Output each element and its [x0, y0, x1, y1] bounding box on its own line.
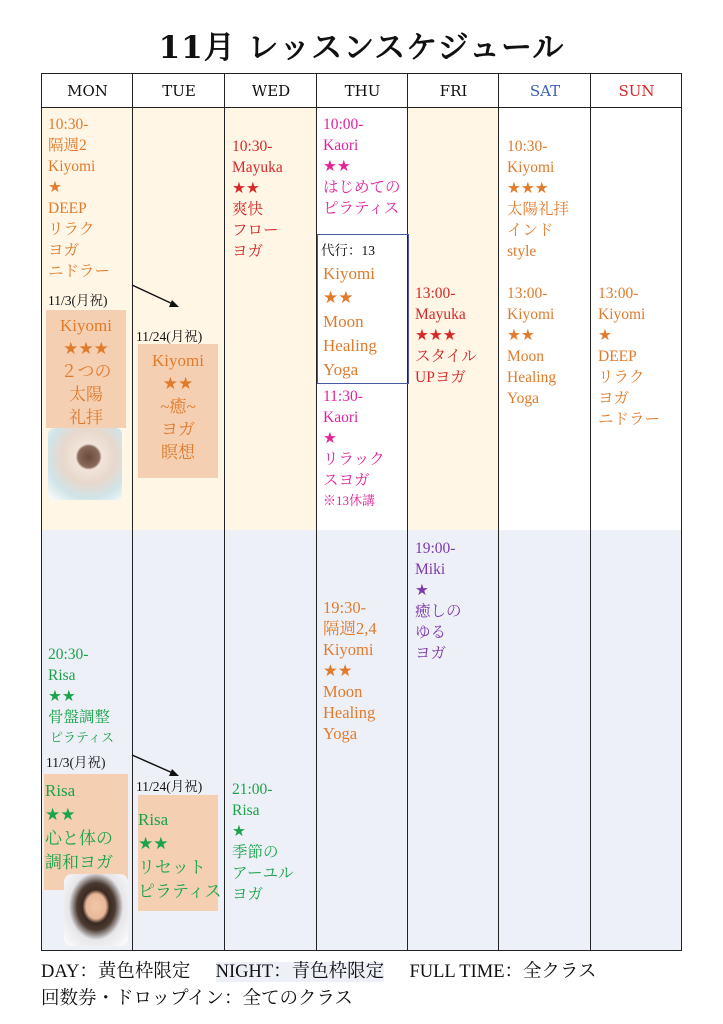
- thu-day-class-2-note: ※13休講: [323, 493, 376, 508]
- thu-day-class-2: 11:30- Kaori ★ リラック スヨガ: [323, 388, 385, 489]
- header-sun: SUN: [618, 82, 655, 100]
- schedule-table: [41, 73, 682, 951]
- footer-fulltime: FULL TIME：全クラス: [409, 962, 597, 982]
- footer-night: NIGHT：青色枠限定: [215, 962, 385, 982]
- mon-day-special-text: Kiyomi ★★★ ２つの 太陽 礼拝: [60, 316, 112, 427]
- footer-line-2: 回数券・ドロップイン：全てのクラス: [41, 989, 353, 1009]
- sat-day-class-2: 13:00- Kiyomi ★★ Moon Healing Yoga: [507, 285, 557, 407]
- mon-day-class: 10:30- 隔週2 Kiyomi ★ DEEP リラク ヨガ ニドラー: [48, 116, 111, 280]
- header-fri: FRI: [439, 82, 468, 100]
- arrow-head: [169, 300, 179, 307]
- arrow-line: [132, 285, 175, 305]
- sun-day-class: 13:00- Kiyomi ★ DEEP リラク ヨガ ニドラー: [598, 285, 661, 428]
- mon-night-special-text: Risa ★★ 心と体の 調和ヨガ: [45, 781, 113, 872]
- footer-day: DAY：黄色枠限定: [41, 962, 191, 982]
- wed-day-class: 10:30- Mayuka ★★ 爽快 フロー ヨガ: [232, 138, 283, 260]
- header-sat: SAT: [529, 82, 561, 100]
- mon-night-date: 11/3(月祝): [46, 755, 106, 770]
- header-mon: MON: [67, 82, 108, 100]
- mon-night-subtitle: ピラティス: [50, 730, 114, 745]
- wed-night-class: 21:00- Risa ★ 季節の アーユル ヨガ: [232, 781, 294, 903]
- mon-day-date: 11/3(月祝): [48, 293, 108, 308]
- thu-night-class: 19:30- 隔週2,4 Kiyomi ★★ Moon Healing Yoga: [323, 598, 377, 743]
- sat-day-class-1: 10:30- Kiyomi ★★★ 太陽礼拝 インド style: [507, 138, 570, 260]
- thu-substitute-note: 代行：13: [321, 243, 375, 258]
- fri-day-class: 13:00- Mayuka ★★★ スタイル UPヨガ: [415, 285, 477, 386]
- header-wed: WED: [251, 82, 291, 100]
- thu-day-class-1: 10:00- Kaori ★★ はじめての ピラティス: [323, 116, 401, 217]
- header-thu: THU: [344, 82, 381, 100]
- tue-day-date: 11/24(月祝): [136, 329, 203, 344]
- footer-line-1: [41, 957, 596, 983]
- header-tue: TUE: [162, 82, 196, 100]
- tue-day-special-text: Kiyomi ★★ ~癒~ ヨガ 瞑想: [152, 351, 204, 462]
- arrow-line: [132, 755, 175, 774]
- mon-night-class: 20:30- Risa ★★ 骨盤調整: [48, 646, 111, 726]
- tue-night-special-text: Risa ★★ リセット ピラティス: [138, 810, 222, 901]
- tue-night-date: 11/24(月祝): [136, 779, 203, 794]
- page-title: 11月 レッスンスケジュール: [158, 30, 565, 66]
- fri-night-class: 19:00- Miki ★ 癒しの ゆる ヨガ: [415, 540, 462, 662]
- thu-substitute-class: Kiyomi ★★ Moon Healing Yoga: [323, 264, 377, 379]
